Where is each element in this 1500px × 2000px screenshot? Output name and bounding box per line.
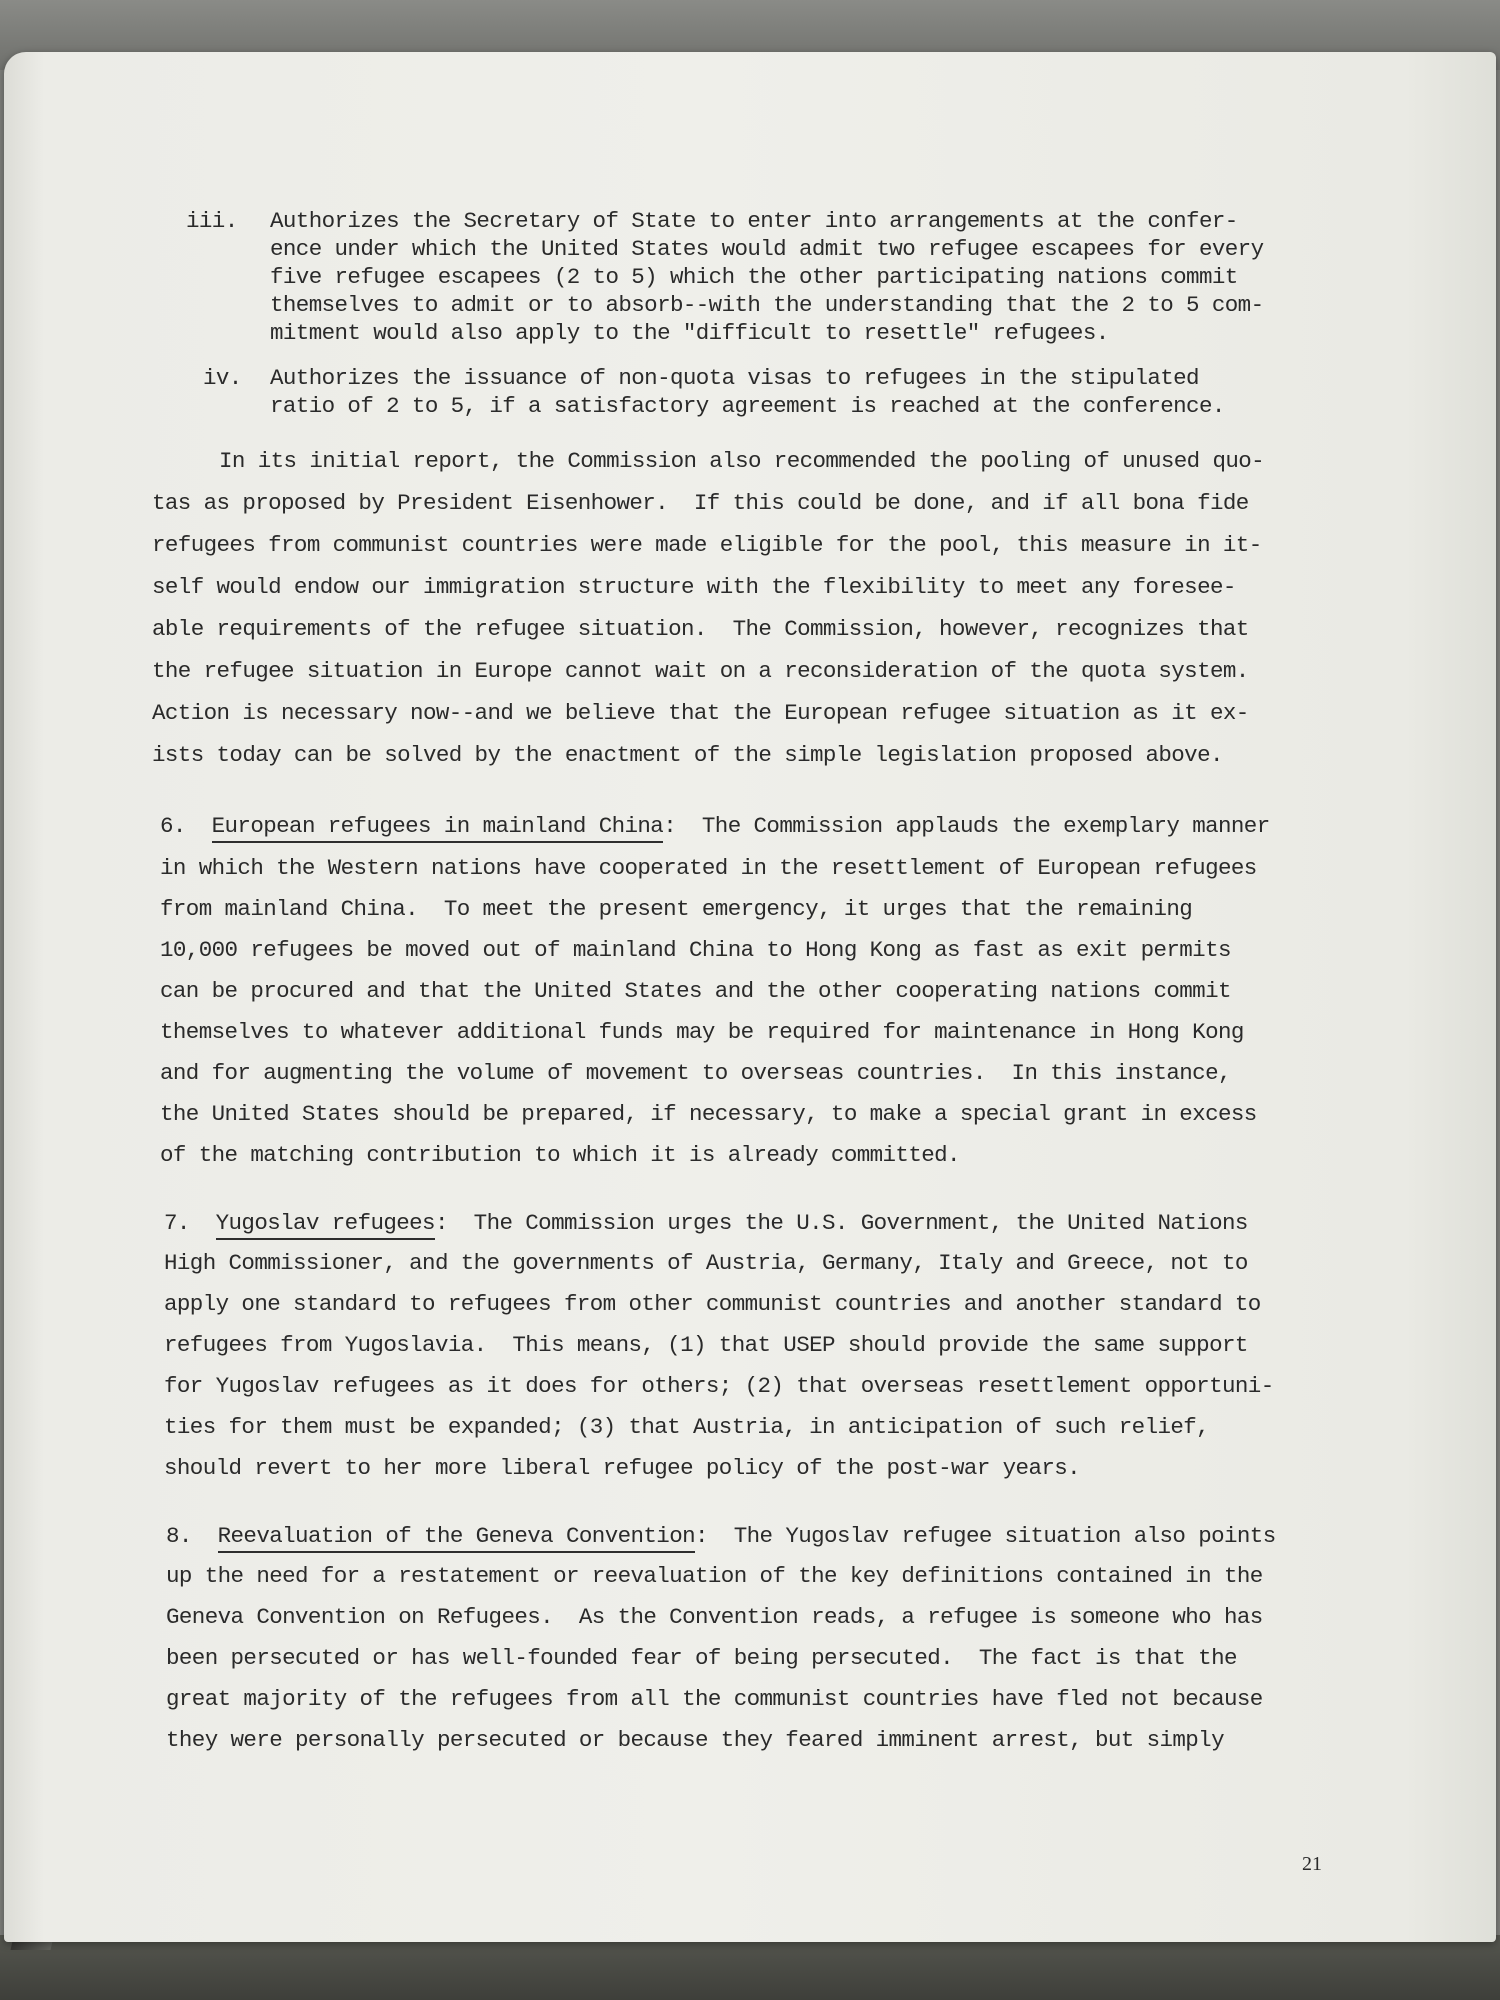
item-iii-line-1: Authorizes the Secretary of State to enter into arrangements at the confer-: [270, 208, 1238, 234]
section-8-line-5: great majority of the refugees from all the communist countries have fled not because: [166, 1686, 1263, 1712]
pooling-line-5: able requirements of the refugee situation. The Commission, however, recognizes that: [152, 616, 1249, 642]
section-6-line-4: 10,000 refugees be moved out of mainland China to Hong Kong as fast as exit permits: [160, 937, 1231, 963]
page-number: 21: [1302, 1853, 1322, 1875]
section-8-heading: Reevaluation of the Geneva Convention: [218, 1523, 695, 1553]
section-7-line-5: for Yugoslav refugees as it does for others; (2) that overseas resettlement opportuni-: [164, 1373, 1274, 1399]
item-iv-line-2: ratio of 2 to 5, if a satisfactory agreement is reached at the conference.: [270, 393, 1225, 419]
item-iii-line-4: themselves to admit or to absorb--with the understanding that the 2 to 5 com-: [270, 292, 1264, 318]
pooling-line-8: ists today can be solved by the enactment of the simple legislation proposed above.: [152, 742, 1223, 768]
item-marker-iii: iii.: [186, 208, 238, 234]
section-8-line-4: been persecuted or has well-founded fear of being persecuted. The fact is that the: [166, 1645, 1237, 1671]
section-7-line-3: apply one standard to refugees from other communist countries and another standard to: [164, 1291, 1261, 1317]
section-7-line-6: ties for them must be expanded; (3) that Austria, in anticipation of such relief,: [164, 1414, 1210, 1440]
section-6-line-9: of the matching contribution to which it is already committed.: [160, 1142, 960, 1168]
section-6-line-6: themselves to whatever additional funds may be required for maintenance in Hong Kong: [160, 1019, 1244, 1045]
pooling-line-7: Action is necessary now--and we believe that the European refugee situation as it ex-: [152, 700, 1249, 726]
section-7-first-line-rest: : The Commission urges the U.S. Government, the United Nations: [434, 1210, 1248, 1236]
section-7-line-2: High Commissioner, and the governments of Austria, Germany, Italy and Greece, not to: [164, 1250, 1248, 1276]
section-8-line-2: up the need for a restatement or reevaluation of the key definitions contained in the: [166, 1563, 1263, 1589]
item-iii-line-5: mitment would also apply to the "difficult to resettle" refugees.: [270, 320, 1109, 346]
item-marker-iv: iv.: [203, 365, 242, 391]
section-6-number: 6.: [160, 813, 186, 839]
document-page: [4, 52, 1496, 1942]
pooling-line-6: the refugee situation in Europe cannot wait on a reconsideration of the quota system.: [152, 658, 1249, 684]
section-6-line-1: [160, 815, 1270, 838]
section-6-line-8: the United States should be prepared, if necessary, to make a special grant in excess: [160, 1101, 1257, 1127]
section-8-number: 8.: [166, 1523, 192, 1549]
pooling-line-3: refugees from communist countries were made eligible for the pool, this measure in it-: [152, 532, 1262, 558]
section-8-first-line-rest: : The Yugoslav refugee situation also points: [695, 1523, 1276, 1549]
section-6-line-2: in which the Western nations have cooperated in the resettlement of European refugees: [160, 855, 1257, 881]
item-iii-line-2: ence under which the United States would admit two refugee escapees for every: [270, 236, 1264, 262]
section-8-line-3: Geneva Convention on Refugees. As the Convention reads, a refugee is someone who has: [166, 1604, 1263, 1630]
pooling-line-2: tas as proposed by President Eisenhower. If this could be done, and if all bona fide: [152, 490, 1249, 516]
section-6-line-5: can be procured and that the United States and the other cooperating nations commit: [160, 978, 1231, 1004]
pooling-line-1: In its initial report, the Commission also recommended the pooling of unused quo-: [219, 448, 1265, 474]
section-7-heading: Yugoslav refugees: [216, 1210, 435, 1240]
section-6-line-3: from mainland China. To meet the present emergency, it urges that the remaining: [160, 896, 1193, 922]
section-7-number: 7.: [164, 1210, 190, 1236]
section-8-line-1: [166, 1525, 1276, 1548]
section-8-line-6: they were personally persecuted or because they feared imminent arrest, but simply: [166, 1727, 1224, 1753]
section-7-line-7: should revert to her more liberal refugee policy of the post-war years.: [164, 1455, 1081, 1481]
section-6-first-line-rest: : The Commission applauds the exemplary manner: [663, 813, 1270, 839]
pooling-line-4: self would endow our immigration structure with the flexibility to meet any foresee-: [152, 574, 1236, 600]
section-7-line-4: refugees from Yugoslavia. This means, (1) that USEP should provide the same support: [164, 1332, 1248, 1358]
section-6-line-7: and for augmenting the volume of movement to overseas countries. In this instance,: [160, 1060, 1231, 1086]
item-iii-line-3: five refugee escapees (2 to 5) which the other participating nations commit: [270, 264, 1238, 290]
backdrop-bottom: [0, 1935, 1500, 2000]
item-iv-line-1: Authorizes the issuance of non-quota visas to refugees in the stipulated: [270, 365, 1199, 391]
section-6-heading: European refugees in mainland China: [212, 813, 664, 843]
section-7-line-1: [164, 1212, 1248, 1235]
